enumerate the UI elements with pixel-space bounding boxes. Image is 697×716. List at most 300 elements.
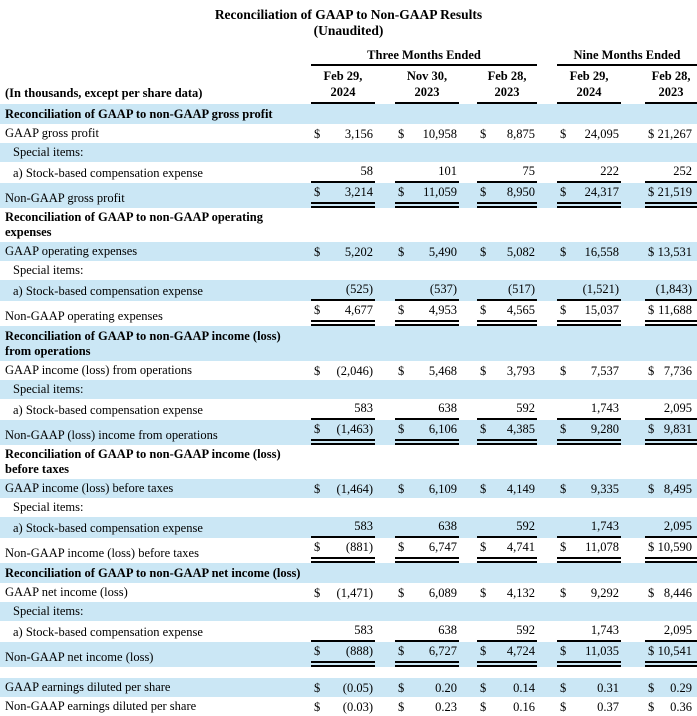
row-label: GAAP operating expenses bbox=[5, 244, 138, 258]
value-cell bbox=[557, 642, 621, 667]
row-label-cell bbox=[0, 538, 311, 563]
value-wrap bbox=[311, 420, 375, 445]
cell-value: 638 bbox=[438, 622, 457, 637]
row-label-cell bbox=[0, 242, 311, 261]
row-label: a) Stock-based compensation expense bbox=[13, 165, 203, 180]
cell-value: 0.16 bbox=[513, 699, 536, 714]
value-wrap bbox=[557, 621, 621, 642]
column-gap bbox=[459, 538, 477, 563]
value-cell bbox=[311, 301, 375, 326]
value-wrap bbox=[557, 517, 621, 538]
dollar-sign: $ bbox=[648, 303, 655, 317]
table-row bbox=[0, 208, 697, 243]
value-cell bbox=[477, 420, 537, 445]
dollar-sign: $ bbox=[398, 184, 405, 199]
column-gap bbox=[537, 399, 557, 420]
value-wrap bbox=[311, 399, 375, 420]
dollar-sign: $ bbox=[398, 699, 405, 714]
cell-value: 222 bbox=[600, 163, 620, 178]
column-gap bbox=[621, 183, 645, 208]
value-wrap bbox=[557, 125, 621, 143]
value-cell bbox=[557, 361, 621, 380]
row-label-cell bbox=[0, 563, 697, 583]
value-cell bbox=[395, 538, 459, 563]
cell-value: 0.37 bbox=[597, 699, 620, 714]
dollar-sign: $ bbox=[648, 126, 655, 141]
table-row bbox=[0, 697, 697, 716]
row-label: Special items: bbox=[13, 381, 84, 396]
value-cell bbox=[395, 697, 459, 716]
cell-value: 9,280 bbox=[590, 421, 620, 436]
dollar-sign: $ bbox=[560, 699, 567, 714]
column-gap bbox=[375, 242, 395, 261]
column-header-line1: Nov 30, bbox=[406, 69, 448, 83]
column-gap bbox=[375, 280, 395, 301]
value-wrap bbox=[557, 584, 621, 602]
cell-value: 11,035 bbox=[585, 643, 620, 658]
value-cell bbox=[645, 538, 697, 563]
dollar-sign: $ bbox=[648, 363, 655, 378]
cell-value: (1,521) bbox=[582, 282, 620, 296]
cell-value: (525) bbox=[345, 282, 373, 296]
cell-value: 583 bbox=[354, 400, 373, 415]
cell-value: 10,590 bbox=[657, 540, 693, 554]
value-wrap bbox=[477, 243, 537, 261]
value-cell bbox=[395, 642, 459, 667]
cell-value: 5,468 bbox=[428, 363, 457, 378]
table-row bbox=[0, 445, 697, 480]
cell-value: 7,537 bbox=[590, 363, 620, 378]
value-wrap bbox=[477, 420, 537, 445]
value-wrap bbox=[645, 162, 697, 183]
column-header-cell bbox=[395, 66, 459, 104]
group-header-nine-months bbox=[557, 46, 697, 66]
dollar-sign: $ bbox=[398, 585, 405, 600]
group-header-three-months bbox=[311, 46, 537, 66]
value-wrap bbox=[557, 538, 621, 563]
cell-value: 4,953 bbox=[428, 303, 457, 317]
row-label: Special items: bbox=[13, 500, 84, 514]
value-cell bbox=[311, 678, 375, 697]
cell-value: 592 bbox=[516, 519, 536, 533]
dollar-sign: $ bbox=[560, 585, 567, 600]
table-row bbox=[0, 143, 697, 162]
cell-value: 3,793 bbox=[506, 363, 536, 378]
row-label: Special items: bbox=[13, 603, 84, 618]
value-wrap bbox=[395, 642, 459, 667]
group-header-label: Three Months Ended bbox=[311, 46, 537, 66]
column-gap bbox=[621, 301, 645, 326]
cell-value: (1,471) bbox=[336, 585, 373, 600]
value-wrap bbox=[645, 399, 697, 420]
value-wrap bbox=[395, 162, 459, 183]
cell-value: 11,078 bbox=[585, 540, 620, 554]
value-wrap bbox=[395, 584, 459, 602]
dollar-sign: $ bbox=[480, 184, 487, 199]
value-wrap bbox=[395, 301, 459, 326]
value-wrap bbox=[557, 480, 621, 498]
column-header-line2: 2023 bbox=[658, 84, 684, 99]
dollar-sign: $ bbox=[560, 680, 567, 695]
value-wrap bbox=[477, 517, 537, 538]
row-label-cell bbox=[0, 583, 311, 602]
column-gap bbox=[459, 583, 477, 602]
cell-value: 10,541 bbox=[657, 643, 693, 658]
column-gap bbox=[537, 183, 557, 208]
dollar-sign: $ bbox=[398, 482, 405, 496]
cell-value: 0.31 bbox=[597, 680, 620, 695]
row-label-cell bbox=[0, 301, 311, 326]
value-cell bbox=[311, 242, 375, 261]
row-label-cell bbox=[0, 162, 311, 183]
cell-value: 7,736 bbox=[663, 363, 693, 378]
cell-value: 9,292 bbox=[590, 585, 620, 600]
cell-value: 6,747 bbox=[428, 540, 457, 554]
value-wrap bbox=[477, 280, 537, 301]
row-label-cell bbox=[0, 380, 697, 399]
value-wrap bbox=[477, 698, 537, 716]
cell-value: 24,317 bbox=[584, 184, 620, 199]
row-label-cell bbox=[0, 621, 311, 642]
dollar-sign: $ bbox=[398, 540, 405, 554]
value-wrap bbox=[477, 480, 537, 498]
column-gap bbox=[621, 583, 645, 602]
table-row bbox=[0, 380, 697, 399]
cell-value: 4,132 bbox=[506, 585, 536, 600]
cell-value: 58 bbox=[360, 163, 373, 178]
spacer-row-cell bbox=[0, 667, 697, 678]
column-gap bbox=[621, 697, 645, 716]
cell-value: (517) bbox=[507, 282, 536, 296]
dollar-sign: $ bbox=[480, 643, 487, 658]
value-wrap bbox=[477, 538, 537, 563]
value-cell bbox=[311, 642, 375, 667]
value-cell bbox=[477, 583, 537, 602]
row-label: Non-GAAP net income (loss) bbox=[5, 649, 154, 664]
dollar-sign: $ bbox=[314, 303, 321, 317]
column-gap bbox=[375, 517, 395, 538]
value-cell bbox=[311, 517, 375, 538]
cell-value: 8,950 bbox=[506, 184, 536, 199]
value-wrap bbox=[477, 362, 537, 380]
dollar-sign: $ bbox=[560, 184, 567, 199]
column-gap bbox=[621, 66, 645, 104]
value-wrap bbox=[557, 399, 621, 420]
value-cell bbox=[477, 642, 537, 667]
cell-value: (888) bbox=[345, 643, 373, 658]
row-label-cell bbox=[0, 143, 697, 162]
column-header-line2: 2023 bbox=[494, 84, 520, 99]
column-header-cell bbox=[311, 66, 375, 104]
column-gap bbox=[537, 538, 557, 563]
value-cell bbox=[557, 124, 621, 143]
row-label-cell bbox=[0, 183, 311, 208]
row-label-cell bbox=[0, 517, 311, 538]
value-wrap bbox=[557, 420, 621, 445]
dollar-sign: $ bbox=[648, 585, 655, 600]
column-header-line2: 2024 bbox=[330, 84, 356, 99]
row-label-cell bbox=[0, 361, 311, 380]
column-gap bbox=[459, 642, 477, 667]
value-cell bbox=[395, 678, 459, 697]
units-label: (In thousands, except per share data) bbox=[5, 86, 203, 100]
row-label: GAAP gross profit bbox=[5, 125, 99, 140]
column-gap bbox=[537, 124, 557, 143]
cell-value: 4,677 bbox=[344, 303, 373, 317]
row-label-cell bbox=[0, 261, 697, 280]
column-gap bbox=[375, 301, 395, 326]
column-gap bbox=[621, 162, 645, 183]
table-row bbox=[0, 242, 697, 261]
dollar-sign: $ bbox=[560, 303, 567, 317]
group-header-row bbox=[0, 46, 697, 66]
row-label: Non-GAAP gross profit bbox=[5, 190, 125, 205]
column-gap bbox=[459, 479, 477, 498]
cell-value: 592 bbox=[516, 400, 536, 415]
column-header-cell bbox=[477, 66, 537, 104]
value-wrap bbox=[311, 621, 375, 642]
row-label: Reconciliation of GAAP to non-GAAP operating expenses bbox=[5, 210, 263, 239]
value-cell bbox=[477, 678, 537, 697]
cell-value: 16,558 bbox=[584, 245, 620, 259]
table-row bbox=[0, 667, 697, 678]
value-wrap bbox=[477, 183, 537, 208]
column-gap bbox=[621, 420, 645, 445]
column-header-cell bbox=[557, 66, 621, 104]
value-cell bbox=[645, 697, 697, 716]
value-cell bbox=[311, 479, 375, 498]
document-title: Reconciliation of GAAP to Non-GAAP Results bbox=[214, 7, 483, 22]
table-row bbox=[0, 301, 697, 326]
value-cell bbox=[395, 517, 459, 538]
dollar-sign: $ bbox=[560, 363, 567, 378]
column-header-line2: 2024 bbox=[576, 84, 602, 99]
column-gap bbox=[621, 642, 645, 667]
column-gap bbox=[537, 621, 557, 642]
value-cell bbox=[395, 242, 459, 261]
column-gap bbox=[375, 361, 395, 380]
value-wrap bbox=[311, 538, 375, 563]
row-label-cell bbox=[0, 678, 311, 697]
value-wrap bbox=[395, 399, 459, 420]
column-gap bbox=[459, 678, 477, 697]
column-gap bbox=[621, 479, 645, 498]
column-gap bbox=[621, 361, 645, 380]
column-gap bbox=[621, 280, 645, 301]
value-wrap bbox=[395, 362, 459, 380]
dollar-sign: $ bbox=[648, 482, 655, 496]
value-wrap bbox=[645, 698, 697, 716]
value-wrap bbox=[395, 183, 459, 208]
dollar-sign: $ bbox=[560, 126, 567, 141]
value-cell bbox=[311, 280, 375, 301]
value-cell bbox=[311, 361, 375, 380]
value-cell bbox=[311, 697, 375, 716]
value-wrap bbox=[557, 183, 621, 208]
table-row bbox=[0, 399, 697, 420]
value-cell bbox=[477, 301, 537, 326]
value-cell bbox=[477, 697, 537, 716]
table-row bbox=[0, 124, 697, 143]
value-cell bbox=[645, 280, 697, 301]
row-label: Non-GAAP earnings diluted per share bbox=[5, 698, 197, 713]
column-gap bbox=[621, 242, 645, 261]
row-label: GAAP income (loss) before taxes bbox=[5, 481, 174, 495]
value-cell bbox=[311, 162, 375, 183]
value-wrap bbox=[645, 679, 697, 697]
value-wrap bbox=[645, 538, 697, 563]
value-wrap bbox=[395, 517, 459, 538]
dollar-sign: $ bbox=[648, 421, 655, 436]
value-cell bbox=[645, 621, 697, 642]
value-wrap bbox=[645, 243, 697, 261]
cell-value: 5,202 bbox=[344, 245, 373, 259]
row-label: a) Stock-based compensation expense bbox=[13, 402, 203, 417]
value-cell bbox=[557, 583, 621, 602]
cell-value: (1,464) bbox=[336, 482, 373, 496]
dollar-sign: $ bbox=[648, 184, 655, 199]
column-gap bbox=[621, 538, 645, 563]
cell-value: 2,095 bbox=[663, 519, 693, 533]
row-label: Non-GAAP income (loss) before taxes bbox=[5, 546, 199, 560]
dollar-sign: $ bbox=[480, 482, 487, 496]
row-label-cell bbox=[0, 208, 697, 243]
dollar-sign: $ bbox=[314, 126, 321, 141]
table-row bbox=[0, 162, 697, 183]
value-wrap bbox=[311, 698, 375, 716]
value-cell bbox=[477, 621, 537, 642]
column-gap bbox=[459, 66, 477, 104]
table-row bbox=[0, 479, 697, 498]
cell-value: 3,156 bbox=[344, 126, 373, 141]
dollar-sign: $ bbox=[314, 482, 321, 496]
value-cell bbox=[557, 697, 621, 716]
table-row bbox=[0, 621, 697, 642]
cell-value: 3,214 bbox=[344, 184, 373, 199]
dollar-sign: $ bbox=[314, 184, 321, 199]
value-cell bbox=[557, 538, 621, 563]
dollar-sign: $ bbox=[648, 699, 655, 714]
column-header-line2: 2023 bbox=[414, 84, 440, 99]
row-label-cell bbox=[0, 479, 311, 498]
cell-value: 8,875 bbox=[506, 126, 536, 141]
document-subtitle: (Unaudited) bbox=[313, 23, 384, 38]
row-label: Non-GAAP (loss) income from operations bbox=[5, 427, 218, 442]
cell-value: 0.14 bbox=[513, 680, 536, 695]
value-wrap bbox=[477, 621, 537, 642]
table-row bbox=[0, 517, 697, 538]
row-label: a) Stock-based compensation expense bbox=[13, 521, 203, 535]
cell-value: 2,095 bbox=[663, 622, 693, 637]
cell-value: 4,149 bbox=[506, 482, 536, 496]
value-wrap bbox=[557, 698, 621, 716]
dollar-sign: $ bbox=[480, 585, 487, 600]
cell-value: 1,743 bbox=[590, 519, 620, 533]
dollar-sign: $ bbox=[398, 363, 405, 378]
cell-value: 11,688 bbox=[658, 303, 693, 317]
value-cell bbox=[311, 621, 375, 642]
value-wrap bbox=[557, 280, 621, 301]
cell-value: 583 bbox=[354, 622, 373, 637]
column-gap bbox=[375, 162, 395, 183]
value-cell bbox=[311, 183, 375, 208]
value-cell bbox=[395, 479, 459, 498]
dollar-sign: $ bbox=[480, 699, 487, 714]
column-header bbox=[477, 66, 537, 104]
value-cell bbox=[645, 678, 697, 697]
cell-value: 13,531 bbox=[657, 245, 693, 259]
value-wrap bbox=[311, 642, 375, 667]
value-cell bbox=[395, 124, 459, 143]
value-wrap bbox=[311, 280, 375, 301]
table-row bbox=[0, 183, 697, 208]
value-cell bbox=[477, 479, 537, 498]
row-label-cell bbox=[0, 642, 311, 667]
column-gap bbox=[459, 280, 477, 301]
value-wrap bbox=[311, 517, 375, 538]
value-cell bbox=[645, 183, 697, 208]
row-label-cell bbox=[0, 104, 697, 124]
row-label: Reconciliation of GAAP to non-GAAP income (loss) from operations bbox=[5, 328, 281, 358]
value-wrap bbox=[395, 538, 459, 563]
column-gap bbox=[537, 242, 557, 261]
reconciliation-table bbox=[0, 46, 697, 716]
row-label-cell bbox=[0, 498, 697, 517]
cell-value: 1,743 bbox=[590, 400, 620, 415]
dollar-sign: $ bbox=[560, 421, 567, 436]
cell-value: 21,267 bbox=[657, 126, 693, 141]
value-cell bbox=[395, 399, 459, 420]
row-label: Special items: bbox=[13, 144, 84, 159]
value-wrap bbox=[557, 679, 621, 697]
column-gap bbox=[375, 124, 395, 143]
dollar-sign: $ bbox=[314, 699, 321, 714]
group-header-label: Nine Months Ended bbox=[557, 46, 697, 66]
cell-value: (0.03) bbox=[342, 699, 373, 714]
table-row bbox=[0, 498, 697, 517]
cell-value: 1,743 bbox=[590, 622, 620, 637]
group-header-spacer bbox=[0, 46, 311, 66]
value-cell bbox=[395, 420, 459, 445]
value-cell bbox=[557, 517, 621, 538]
row-label: a) Stock-based compensation expense bbox=[13, 624, 203, 639]
value-wrap bbox=[557, 301, 621, 326]
column-header-line1: Feb 29, bbox=[323, 69, 363, 83]
column-gap bbox=[537, 162, 557, 183]
value-cell bbox=[557, 280, 621, 301]
value-wrap bbox=[311, 301, 375, 326]
cell-value: 0.23 bbox=[435, 699, 457, 714]
row-label-cell bbox=[0, 445, 697, 480]
value-cell bbox=[477, 280, 537, 301]
column-gap bbox=[537, 583, 557, 602]
value-cell bbox=[557, 420, 621, 445]
value-wrap bbox=[395, 420, 459, 445]
dollar-sign: $ bbox=[480, 126, 487, 141]
value-cell bbox=[557, 399, 621, 420]
row-label-cell bbox=[0, 280, 311, 301]
value-wrap bbox=[395, 125, 459, 143]
cell-value: 24,095 bbox=[584, 126, 620, 141]
table-row bbox=[0, 538, 697, 563]
value-cell bbox=[557, 479, 621, 498]
column-gap bbox=[537, 517, 557, 538]
value-wrap bbox=[477, 642, 537, 667]
value-cell bbox=[645, 517, 697, 538]
table-row bbox=[0, 642, 697, 667]
value-cell bbox=[645, 642, 697, 667]
table-row bbox=[0, 583, 697, 602]
